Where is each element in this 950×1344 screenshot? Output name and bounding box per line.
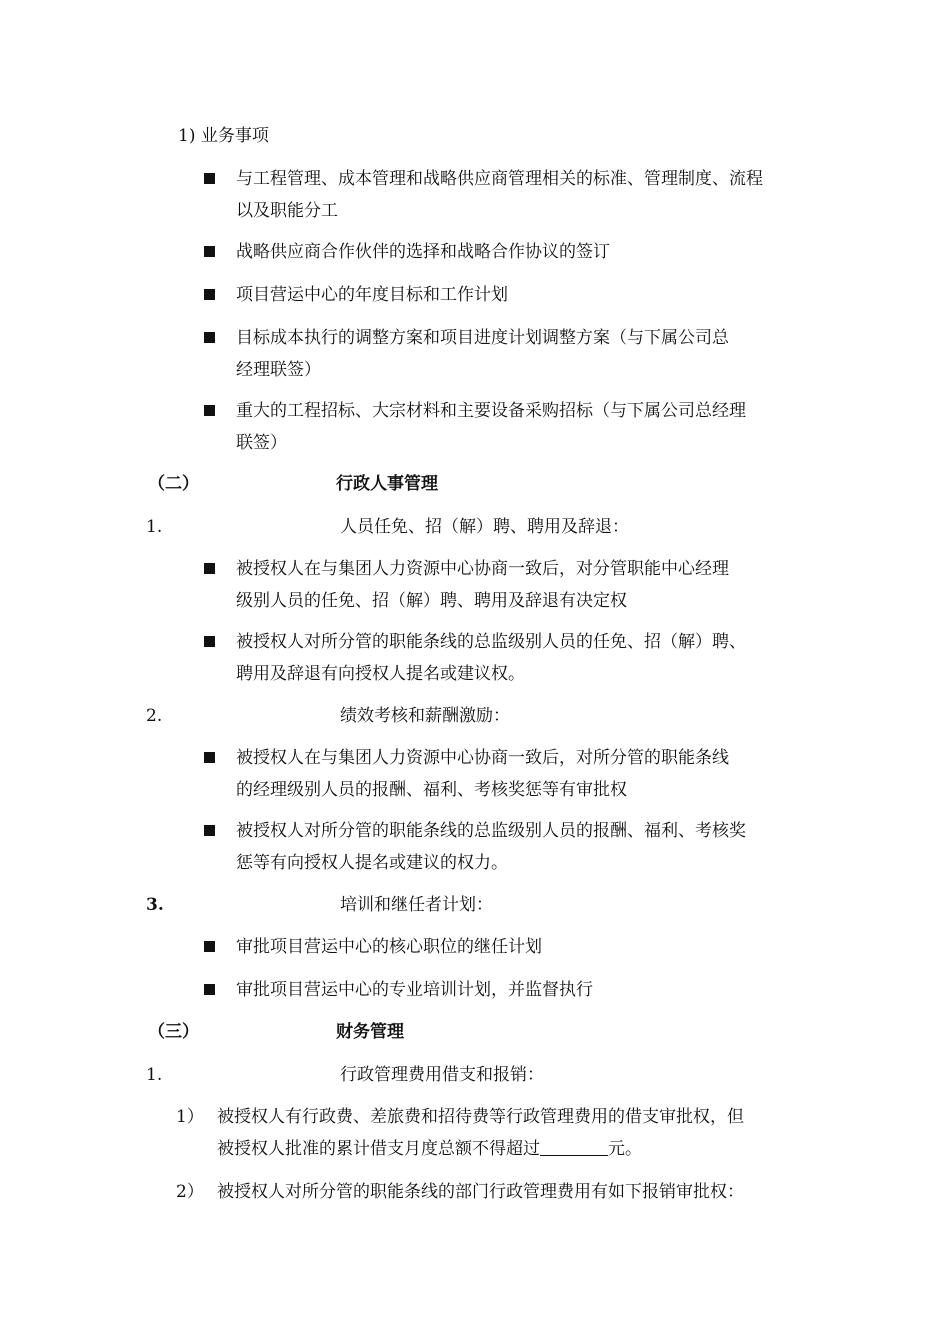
square-bullet-icon	[204, 289, 215, 300]
item-number: 1.	[146, 1065, 163, 1085]
bullet-text-line: 被授权人对所分管的职能条线的总监级别人员的任免、招（解）聘、	[236, 632, 746, 652]
square-bullet-icon	[204, 405, 215, 416]
bullet-text-line: 被授权人在与集团人力资源中心协商一致后，对分管职能中心经理	[236, 559, 729, 579]
sub-item-marker: 2）	[176, 1182, 204, 1202]
item-number: 2.	[146, 706, 163, 726]
item-title: 培训和继任者计划：	[340, 895, 493, 915]
item-title: 人员任免、招（解）聘、聘用及辞退：	[340, 517, 629, 537]
bullet-text-line: 审批项目营运中心的专业培训计划，并监督执行	[236, 980, 593, 1000]
square-bullet-icon	[204, 636, 215, 647]
section-title: 财务管理	[336, 1022, 404, 1042]
bullet-text-line: 项目营运中心的年度目标和工作计划	[236, 285, 508, 305]
square-bullet-icon	[204, 825, 215, 836]
square-bullet-icon	[204, 173, 215, 184]
bullet-text-line: 审批项目营运中心的核心职位的继任计划	[236, 937, 542, 957]
section-1-label: 1) 业务事项	[178, 126, 269, 146]
sub-item-marker: 1）	[176, 1107, 204, 1127]
item-title: 行政管理费用借支和报销：	[340, 1065, 544, 1085]
sub-item-text-fragment: 元。	[608, 1139, 642, 1159]
bullet-text-line: 重大的工程招标、大宗材料和主要设备采购招标（与下属公司总经理	[236, 401, 746, 421]
sub-item-text-fragment: 被授权人批准的累计借支月度总额不得超过	[217, 1139, 540, 1159]
bullet-text-line: 被授权人在与集团人力资源中心协商一致后，对所分管的职能条线	[236, 748, 729, 768]
sub-item-text-line	[217, 1133, 642, 1165]
sub-item-text-line: 被授权人对所分管的职能条线的部门行政管理费用有如下报销审批权：	[217, 1182, 744, 1202]
bullet-text-line: 被授权人对所分管的职能条线的总监级别人员的报酬、福利、考核奖	[236, 821, 746, 841]
bullet-text-line: 惩等有向授权人提名或建议的权力。	[236, 853, 508, 873]
square-bullet-icon	[204, 563, 215, 574]
square-bullet-icon	[204, 246, 215, 257]
square-bullet-icon	[204, 752, 215, 763]
section-number: （二）	[148, 474, 199, 494]
bullet-text-line: 以及职能分工	[236, 201, 338, 221]
section-title: 行政人事管理	[336, 474, 438, 494]
bullet-text-line: 经理联签）	[236, 360, 321, 380]
square-bullet-icon	[204, 332, 215, 343]
amount-blank	[540, 1137, 608, 1156]
square-bullet-icon	[204, 984, 215, 995]
bullet-text-line: 战略供应商合作伙伴的选择和战略合作协议的签订	[236, 242, 610, 262]
bullet-text-line: 目标成本执行的调整方案和项目进度计划调整方案（与下属公司总	[236, 328, 729, 348]
sub-item-text-line: 被授权人有行政费、差旅费和招待费等行政管理费用的借支审批权，但	[217, 1107, 744, 1127]
item-number: 3.	[146, 895, 164, 915]
item-title: 绩效考核和薪酬激励：	[340, 706, 510, 726]
section-number: （三）	[148, 1022, 199, 1042]
bullet-text-line: 级别人员的任免、招（解）聘、聘用及辞退有决定权	[236, 591, 627, 611]
square-bullet-icon	[204, 941, 215, 952]
bullet-text-line: 聘用及辞退有向授权人提名或建议权。	[236, 664, 525, 684]
bullet-text-line: 联签）	[236, 433, 287, 453]
bullet-text-line: 与工程管理、成本管理和战略供应商管理相关的标准、管理制度、流程	[236, 169, 763, 189]
item-number: 1.	[146, 517, 163, 537]
bullet-text-line: 的经理级别人员的报酬、福利、考核奖惩等有审批权	[236, 780, 627, 800]
